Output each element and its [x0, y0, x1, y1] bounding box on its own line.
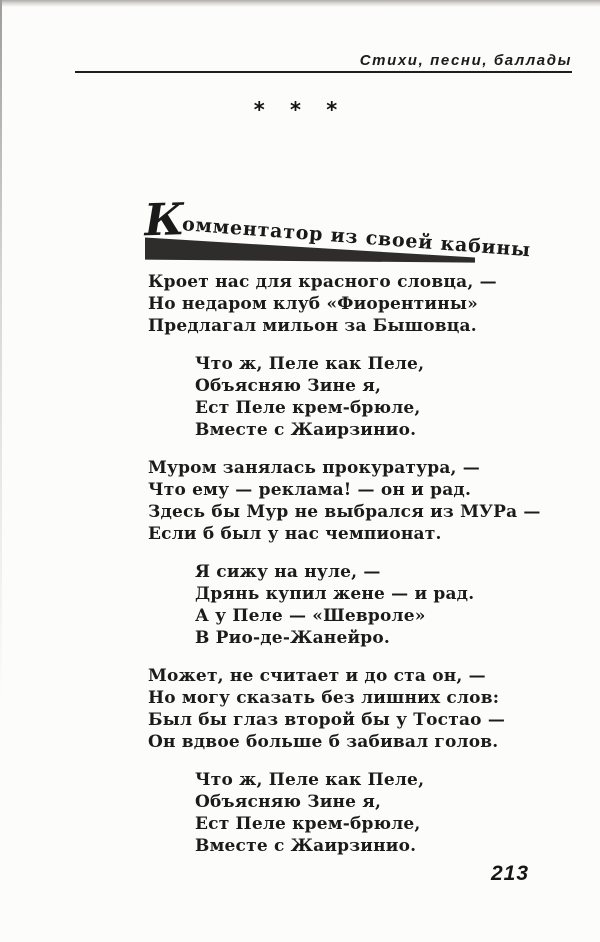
- page-number: 213: [490, 862, 530, 885]
- poem-line: Что ж, Пеле как Пеле,: [195, 354, 425, 374]
- title-rest-text: омментатор из своей кабины: [181, 213, 532, 262]
- poem-line: Муром занялась прокуратура, —: [148, 458, 480, 478]
- poem-line: Что ему — реклама! — он и рад.: [148, 480, 472, 500]
- stanza-5: [148, 665, 568, 753]
- running-head: [75, 50, 572, 74]
- poem-line: Кроет нас для красного словца, —: [148, 272, 497, 292]
- poem-line: Ест Пеле крем-брюле,: [195, 814, 421, 834]
- header-rule: [75, 71, 572, 73]
- stanza-1: [148, 271, 568, 337]
- poem-line: Дрянь купил жене — и рад.: [195, 584, 475, 604]
- poem-body: [148, 271, 568, 873]
- poem-line: Объясняю Зине я,: [195, 376, 382, 396]
- poem-line: Вместе с Жаирзинио.: [195, 420, 417, 440]
- poem-line: Здесь бы Мур не выбрался из МУРа —: [148, 502, 541, 522]
- poem-line: Что ж, Пеле как Пеле,: [195, 770, 425, 790]
- poem-line: А у Пеле — «Шевроле»: [195, 606, 426, 626]
- title-initial-letter: К: [143, 194, 186, 247]
- poem-line: Ест Пеле крем-брюле,: [195, 398, 421, 418]
- poem-line: Но недаром клуб «Фиорентины»: [148, 294, 478, 314]
- poem-line: Может, не считает и до ста он, —: [148, 666, 486, 686]
- poem-line: Предлагал мильон за Бышовца.: [148, 316, 477, 336]
- poem-line: Объясняю Зине я,: [195, 792, 382, 812]
- poem-line: В Рио-де-Жанейро.: [195, 628, 391, 648]
- stanza-3: [148, 457, 568, 545]
- poem-title-block: [143, 194, 532, 268]
- scan-left-edge: [0, 0, 2, 942]
- stanza-2: [148, 353, 568, 441]
- poem-line: Он вдвое больше б забивал голов.: [148, 732, 499, 752]
- scan-top-edge: [0, 0, 600, 7]
- poem-line: Был бы глаз второй бы у Тостао —: [148, 710, 506, 730]
- stanza-6: [148, 769, 568, 857]
- poem-line: Я сижу на нуле, —: [195, 562, 381, 582]
- stanza-break-asterisks: * * *: [253, 98, 347, 122]
- running-title: Стихи, песни, баллады: [359, 52, 572, 69]
- poem-line: Но могу сказать без лишних слов:: [148, 688, 500, 708]
- stanza-4: [148, 561, 568, 649]
- poem-line: Если б был у нас чемпионат.: [148, 524, 442, 544]
- poem-line: Вместе с Жаирзинио.: [195, 836, 417, 856]
